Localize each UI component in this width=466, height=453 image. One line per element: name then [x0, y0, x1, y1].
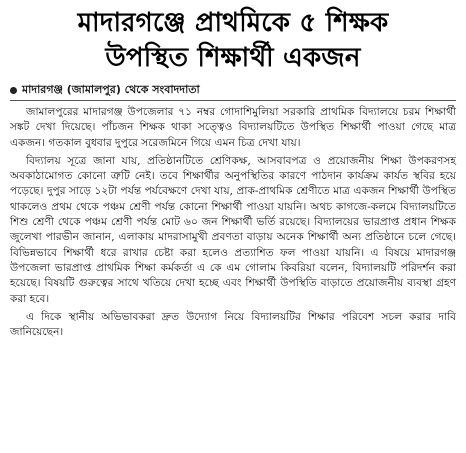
divider [10, 100, 456, 101]
headline-line-2: উপস্থিত শিক্ষার্থী একজন [105, 43, 361, 73]
byline-text: মাদারগঞ্জ (জামালপুর) থেকে সংবাদদাতা [22, 83, 200, 96]
bullet-icon [10, 87, 17, 94]
byline [10, 82, 456, 98]
paragraph-3: এ দিকে স্থানীয় অভিভাবকরা দ্রুত উদ্যোগ নিয়ে বিদ্যালয়টির শিক্ষার পরিবেশ সচল করার দাবি জানিয়েছেন। [10, 310, 456, 339]
paragraph-2: বিদ্যালয় সূত্রে জানা যায়, প্রতিষ্ঠানটিতে শ্রেণিকক্ষ, আসবাবপত্র ও প্রয়োজনীয় শিক্ষা উপকরণসহ অবকাঠামোগত কোনো ত্রুটি নেই। তবে শিক্ষার্থীর অনুপস্থিতির কারণে পাঠদান কার্যক্রম কার্যত স্থবির হয়ে পড়েছে। দুপুর সাড়ে ১২টা পর্যন্ত পর্যবেক্ষণে দেখা যায়, প্রাক-প্রাথমিক শ্রেণীতে মাত্র একজন শিক্ষার্থী উপস্থিত থাকলেও প্রথম থেকে পঞ্চম শ্রেণী পর্যন্ত কোনো শিক্ষার্থী পাওয়া যায়নি। অথচ কাগজে-কলমে বিদ্যালয়টিতে শিশু শ্রেণী থেকে পঞ্চম শ্রেণী পর্যন্ত মোট ৬০ জন শিক্ষার্থী ভর্তি রয়েছে। বিদ্যালয়ের ভারপ্রাপ্ত প্রধান শিক্ষক জুলেখা পারভীন জানান, এলাকায় মাদরাসামুখী প্রবণতা বাড়ায় অনেক শিক্ষার্থী অন্য প্রতিষ্ঠানে চলে গেছে। বিভিন্নভাবে শিক্ষার্থী ধরে রাখার চেষ্টা করা হলেও প্রত্যাশিত ফল পাওয়া যায়নি। এ বিষয়ে মাদারগঞ্জ উপজেলা ভারপ্রাপ্ত প্রাথমিক শিক্ষা কর্মকর্তা এ কে এম গোলাম কিবরিয়া বলেন, বিদ্যালয়টি পরিদর্শন করা হয়েছে। বিষয়টি গুরুত্বের সাথে খতিয়ে দেখা হচ্ছে এবং শিক্ষার্থী উপস্থিতি বাড়াতে প্রয়োজনীয় ব্যবস্থা গ্রহণ করা হবে। [10, 154, 456, 305]
headline-line-1: মাদারগঞ্জে প্রাথমিকে ৫ শিক্ষক [77, 8, 389, 38]
article-body [10, 105, 456, 340]
paragraph-1: জামালপুরের মাদারগঞ্জ উপজেলার ৭১ নম্বর গোদাশিমুলিয়া সরকারি প্রাথমিক বিদ্যালয়ে চরম শিক্ষার্থী সঙ্কট দেখা দিয়েছে। পাঁচজন শিক্ষক থাকা সত্ত্বেও বিদ্যালয়টিতে উপস্থিত শিক্ষার্থী পাওয়া গেছে মাত্র একজন। গতকাল বুধবার দুপুরে সরেজমিনে গিয়ে এমন চিত্র দেখা যায়। [10, 106, 456, 149]
headline [10, 6, 456, 76]
